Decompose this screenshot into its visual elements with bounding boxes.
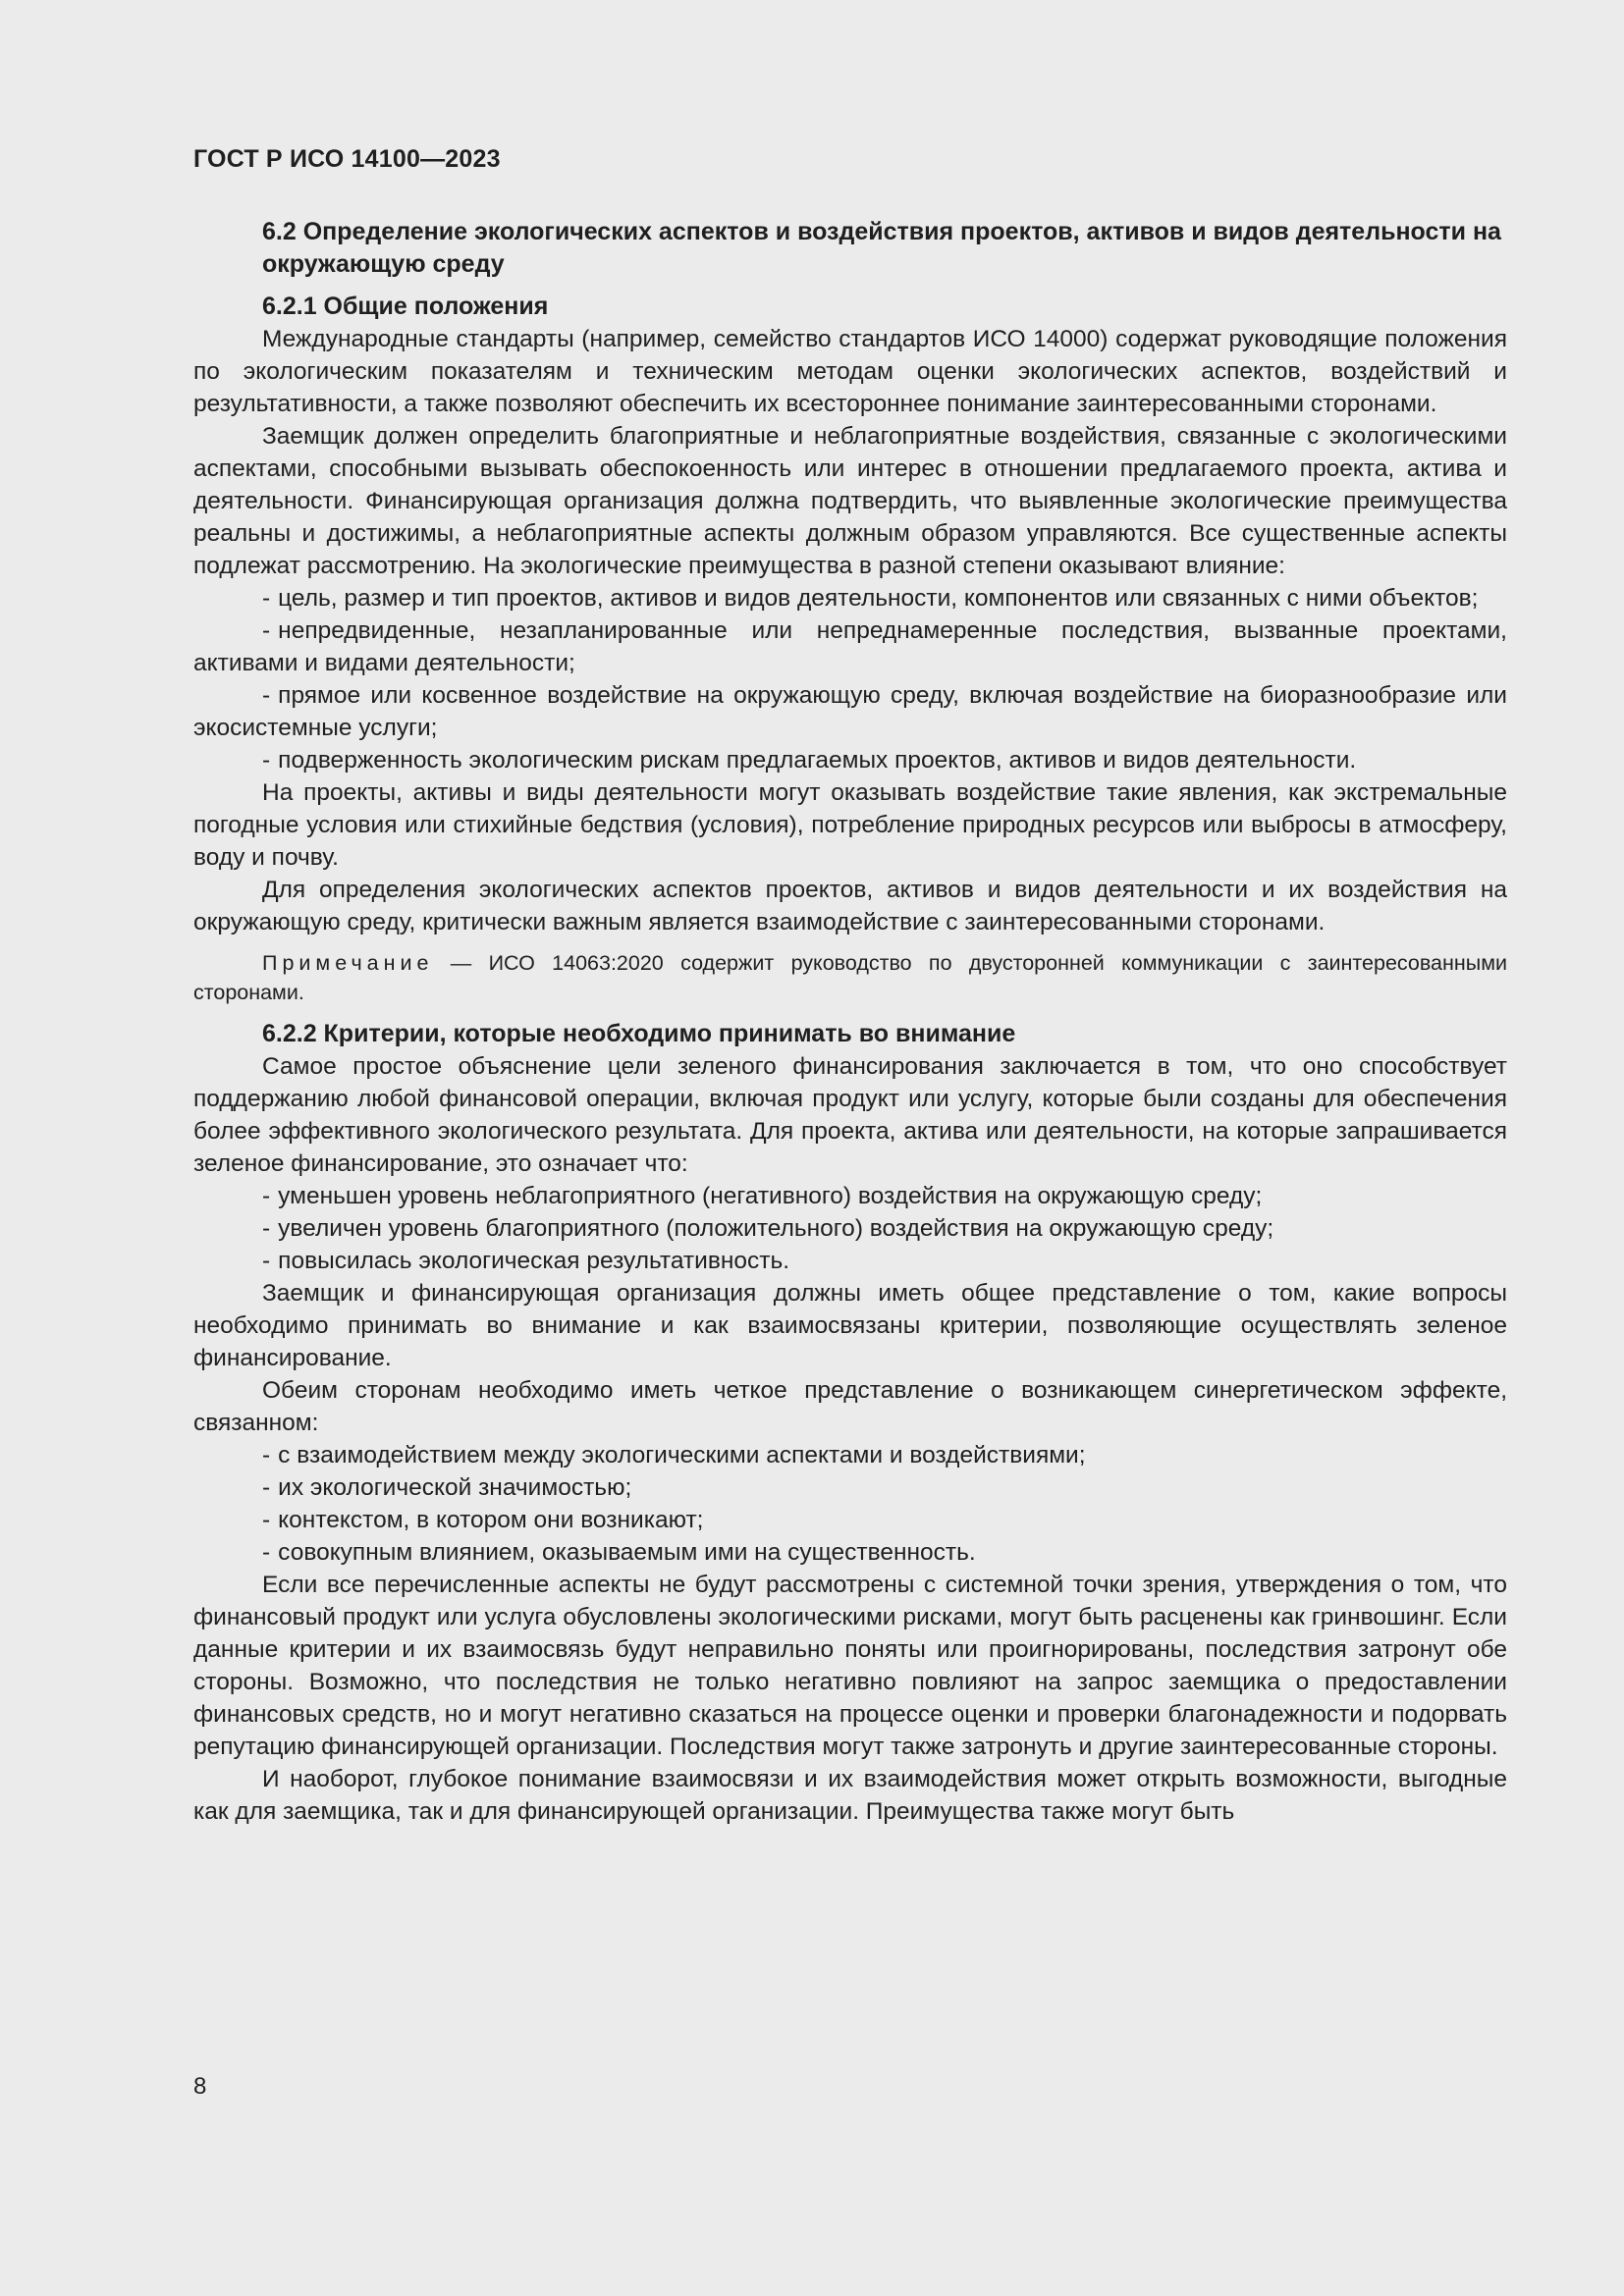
document-page: [193, 145, 1507, 1828]
paragraph: На проекты, активы и виды деятельности могут оказывать воздействие такие явления, как экстремальные погодные условия или стихийные бедствия (условия), потребление природных ресурсов или выбросы в атмосферу, воду и почву.: [193, 779, 1507, 871]
paragraph: Для определения экологических аспектов проектов, активов и видов деятельности и их воздействия на окружающую среду, критически важным является взаимодействие с заинтересованными сторонами.: [193, 877, 1507, 935]
section-heading: 6.2 Определение экологических аспектов и воздействия проектов, активов и видов деятельности на окружающую среду: [262, 218, 1501, 278]
list-item: - подверженность экологическим рискам предлагаемых проектов, активов и видов деятельности.: [262, 747, 1357, 774]
list-item: - увеличен уровень благоприятного (положительного) воздействия на окружающую среду;: [262, 1215, 1274, 1242]
paragraph: Заемщик и финансирующая организация должны иметь общее представление о том, какие вопросы необходимо принимать во внимание и как взаимосвязаны критерии, позволяющие осуществлять зеленое финансирование.: [193, 1280, 1507, 1371]
influence-list: [193, 582, 1507, 776]
effect-list: [193, 1180, 1507, 1277]
page-number: 8: [193, 2073, 207, 2100]
note-label: Примечание: [262, 951, 434, 975]
paragraph: Самое простое объяснение цели зеленого финансирования заключается в том, что оно способствует поддержанию любой финансовой операции, включая продукт или услугу, которые были созданы для обеспечения более эффективного экологического результата. Для проекта, актива или деятельности, на которые запрашивается зеленое финансирование, это означает что:: [193, 1053, 1507, 1177]
paragraph: Обеим сторонам необходимо иметь четкое представление о возникающем синергетическом эффекте, связанном:: [193, 1377, 1507, 1436]
paragraph: Заемщик должен определить благоприятные и неблагоприятные воздействия, связанные с экологическими аспектами, способными вызывать обеспокоенность или интерес в отношении предлагаемого проекта, актива и деятельности. Финансирующая организация должна подтвердить, что выявленные экологические преимущества реальны и достижимы, а неблагоприятные аспекты должным образом управляются. Все существенные аспекты подлежат рассмотрению. На экологические преимущества в разной степени оказывают влияние:: [193, 423, 1507, 579]
list-item: - цель, размер и тип проектов, активов и видов деятельности, компонентов или связанных с ними объектов;: [262, 585, 1479, 612]
paragraph: Если все перечисленные аспекты не будут рассмотрены с системной точки зрения, утверждения о том, что финансовый продукт или услуга обусловлены экологическими рисками, могут быть расценены как гринвошинг. Если данные критерии и их взаимосвязь будут неправильно поняты или проигнорированы, последствия затронут обе стороны. Возможно, что последствия не только негативно повлияют на запрос заемщика о предоставлении финансовых средств, но и могут негативно сказаться на процессе оценки и проверки благонадежности и подорвать репутацию финансирующей организации. Последствия могут также затронуть и другие заинтересованные стороны.: [193, 1572, 1507, 1760]
list-item: - повысилась экологическая результативность.: [262, 1248, 790, 1274]
note: [193, 948, 1507, 1007]
paragraph: И наоборот, глубокое понимание взаимосвязи и их взаимодействия может открыть возможности, выгодные как для заемщика, так и для финансирующей организации. Преимущества также могут быть: [193, 1766, 1507, 1825]
subsection-heading-general: 6.2.1 Общие положения: [262, 293, 549, 320]
subsection-heading-criteria: 6.2.2 Критерии, которые необходимо принимать во внимание: [262, 1020, 1016, 1047]
list-item: - прямое или косвенное воздействие на окружающую среду, включая воздействие на биоразнообразие или экосистемные услуги;: [193, 682, 1507, 741]
list-item: - их экологической значимостью;: [262, 1474, 632, 1501]
list-item: - с взаимодействием между экологическими аспектами и воздействиями;: [262, 1442, 1086, 1468]
list-item: - совокупным влиянием, оказываемым ими на существенность.: [262, 1539, 976, 1566]
document-header: ГОСТ Р ИСО 14100—2023: [193, 145, 501, 173]
list-item: - уменьшен уровень неблагоприятного (негативного) воздействия на окружающую среду;: [262, 1183, 1263, 1209]
list-item: - контекстом, в котором они возникают;: [262, 1507, 704, 1533]
note-text: — ИСО 14063:2020 содержит руководство по двусторонней коммуникации с заинтересованными сторонами.: [193, 951, 1507, 1004]
synergy-list: [193, 1439, 1507, 1569]
list-item: - непредвиденные, незапланированные или непреднамеренные последствия, вызванные проектами, активами и видами деятельности;: [193, 617, 1507, 676]
paragraph: Международные стандарты (например, семейство стандартов ИСО 14000) содержат руководящие положения по экологическим показателям и техническим методам оценки экологических аспектов, воздействий и результативности, а также позволяют обеспечить их всестороннее понимание заинтересованными сторонами.: [193, 326, 1507, 417]
